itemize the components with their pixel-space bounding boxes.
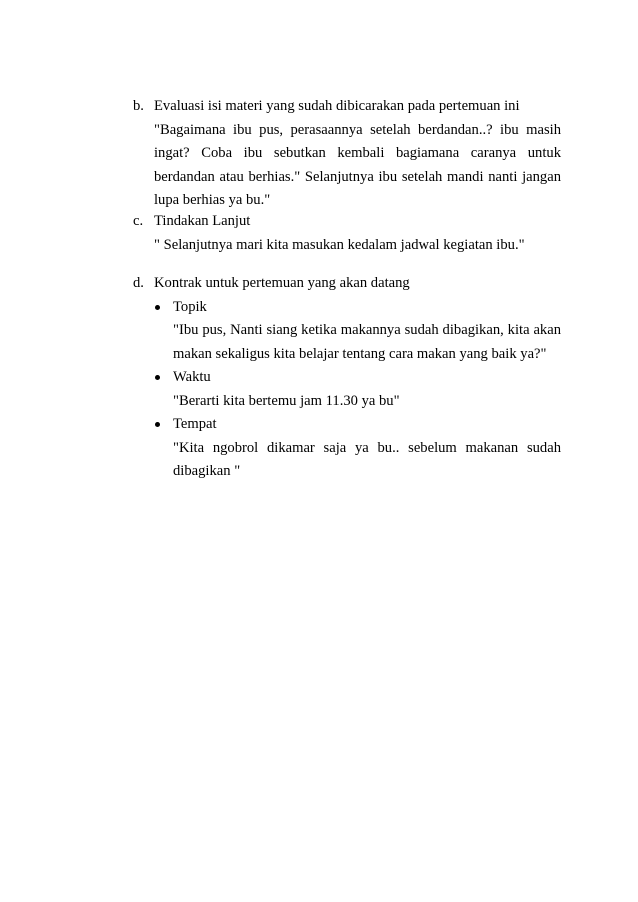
list-item-topik xyxy=(154,296,561,320)
bullet-dot-icon xyxy=(155,305,160,310)
section-c-heading-text: Tindakan Lanjut xyxy=(154,213,251,229)
section-d-heading xyxy=(133,272,561,296)
section-b xyxy=(133,95,561,213)
list-item-title: Tempat xyxy=(173,416,217,432)
list-item-title: Waktu xyxy=(173,369,211,385)
section-d-marker: d. xyxy=(133,275,144,291)
section-c xyxy=(133,210,561,257)
contract-list xyxy=(154,296,561,484)
bullet-dot-icon xyxy=(155,375,160,380)
section-b-paragraph: "Bagaimana ibu pus, perasaannya setelah berdandan..? ibu masih ingat? Coba ibu sebutkan kembali bagiamana caranya untuk berdandan atau berhias." Selanjutnya ibu setelah mandi nanti jangan lupa berhias ya bu." xyxy=(154,121,561,208)
section-b-marker: b. xyxy=(133,98,144,114)
section-d-heading-text: Kontrak untuk pertemuan yang akan datang xyxy=(154,275,410,291)
list-item-tempat xyxy=(154,413,561,437)
list-item-waktu xyxy=(154,366,561,390)
section-c-heading xyxy=(133,210,561,234)
list-item-text: "Kita ngobrol dikamar saja ya bu.. sebelum makanan sudah dibagikan " xyxy=(173,439,561,479)
section-c-marker: c. xyxy=(133,213,144,229)
list-item-title: Topik xyxy=(173,298,207,315)
list-item-text: "Berarti kita bertemu jam 11.30 ya bu" xyxy=(173,392,400,409)
section-c-paragraph: " Selanjutnya mari kita masukan kedalam jadwal kegiatan ibu." xyxy=(154,236,525,253)
section-b-heading xyxy=(133,95,561,119)
bullet-dot-icon xyxy=(155,422,160,427)
section-b-heading-text: Evaluasi isi materi yang sudah dibicarakan pada pertemuan ini xyxy=(154,98,520,114)
list-item-text: "Ibu pus, Nanti siang ketika makannya sudah dibagikan, kita akan makan sekaligus kita belajar tentang cara makan yang baik ya?" xyxy=(173,322,561,362)
section-d xyxy=(133,272,561,484)
